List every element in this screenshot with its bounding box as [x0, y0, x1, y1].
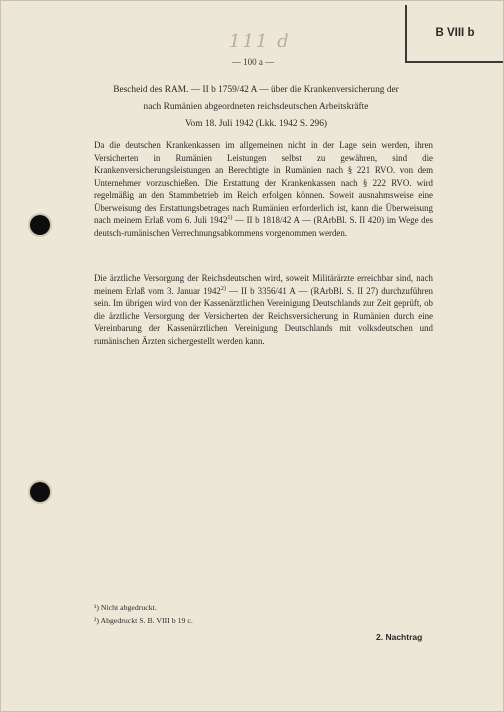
title-line-1: Bescheid des RAM. — II b 1759/42 A — über die Krankenversicherung der: [113, 85, 399, 95]
classification-code: B VIII b: [435, 27, 475, 39]
footnote-1: ¹) Nicht abgedruckt.: [94, 603, 157, 612]
title-line-2: nach Rumänien abgeordneten reichsdeutschen Arbeitskräfte: [143, 102, 369, 112]
document-title: [91, 82, 421, 116]
handwritten-note: 111 d: [229, 31, 291, 52]
body-paragraph-1: [94, 139, 433, 239]
paragraph-2-text-b: — II b 3356/41 A — (RArbBl. S. II 27) durchzuführen sein. Im übrigen wird von der Kassenärztlichen Vereinigung Deutschlands zur Zeit geprüft, ob die ärztliche Versorgung der Versicherten der Reichsversicherung in Rumänien durch eine Vereinbarung der Kassenärztlichen Vereinigung Deutschlands mit volksdeutschen und rumänischen Ärzten sichergestellt werden kann.: [94, 285, 433, 346]
punch-hole-bottom: [30, 482, 50, 502]
classification-code-box: [405, 5, 503, 63]
footnote-2: ²) Abgedruckt S. B. VIII b 19 c.: [94, 616, 193, 625]
page-number: — 100 a —: [231, 57, 275, 67]
paragraph-1-text-a: Da die deutschen Krankenkassen im allgemeinen nicht in der Lage sein werden, ihren Versicherten in Rumänien Leistungen selbst zu gewähren, sind die Krankenversicherungsleistungen an Berechtigte in Rumänien nach § 221 RVO. von dem Unternehmer vorzuschießen. Die Erstattung der Krankenkassen nach § 222 RVO. wird regelmäßig an den Stammbetrieb im Reich erfolgen können. Soweit ausnahmsweise eine Überweisung des Erstattungsbetrages nach Rumänien erforderlich ist, kann die Überweisung nach meinem Erlaß vom 6. Juli 1942: [94, 140, 433, 225]
body-paragraph-2: [94, 272, 433, 347]
supplement-label: 2. Nachtrag: [376, 632, 423, 642]
footnote-ref-2: 2): [220, 285, 226, 292]
footnotes: [94, 601, 193, 627]
paragraph-2-text-a: Die ärztliche Versorgung der Reichsdeutschen wird, soweit Militärärzte erreichbar sind, nach meinem Erlaß vom 3. Januar 1942: [94, 273, 433, 296]
paragraph-1-text-b: — II b 1818/42 A — (RArbBl. S. II 420) im Wege des deutsch-rumänischen Verrechnungsabkommens vorgenommen werden.: [94, 215, 433, 238]
punch-hole-top: [30, 215, 50, 235]
footnote-ref-1: 1): [227, 215, 233, 222]
document-dateline: Vom 18. Juli 1942 (Lkk. 1942 S. 296): [184, 119, 328, 129]
